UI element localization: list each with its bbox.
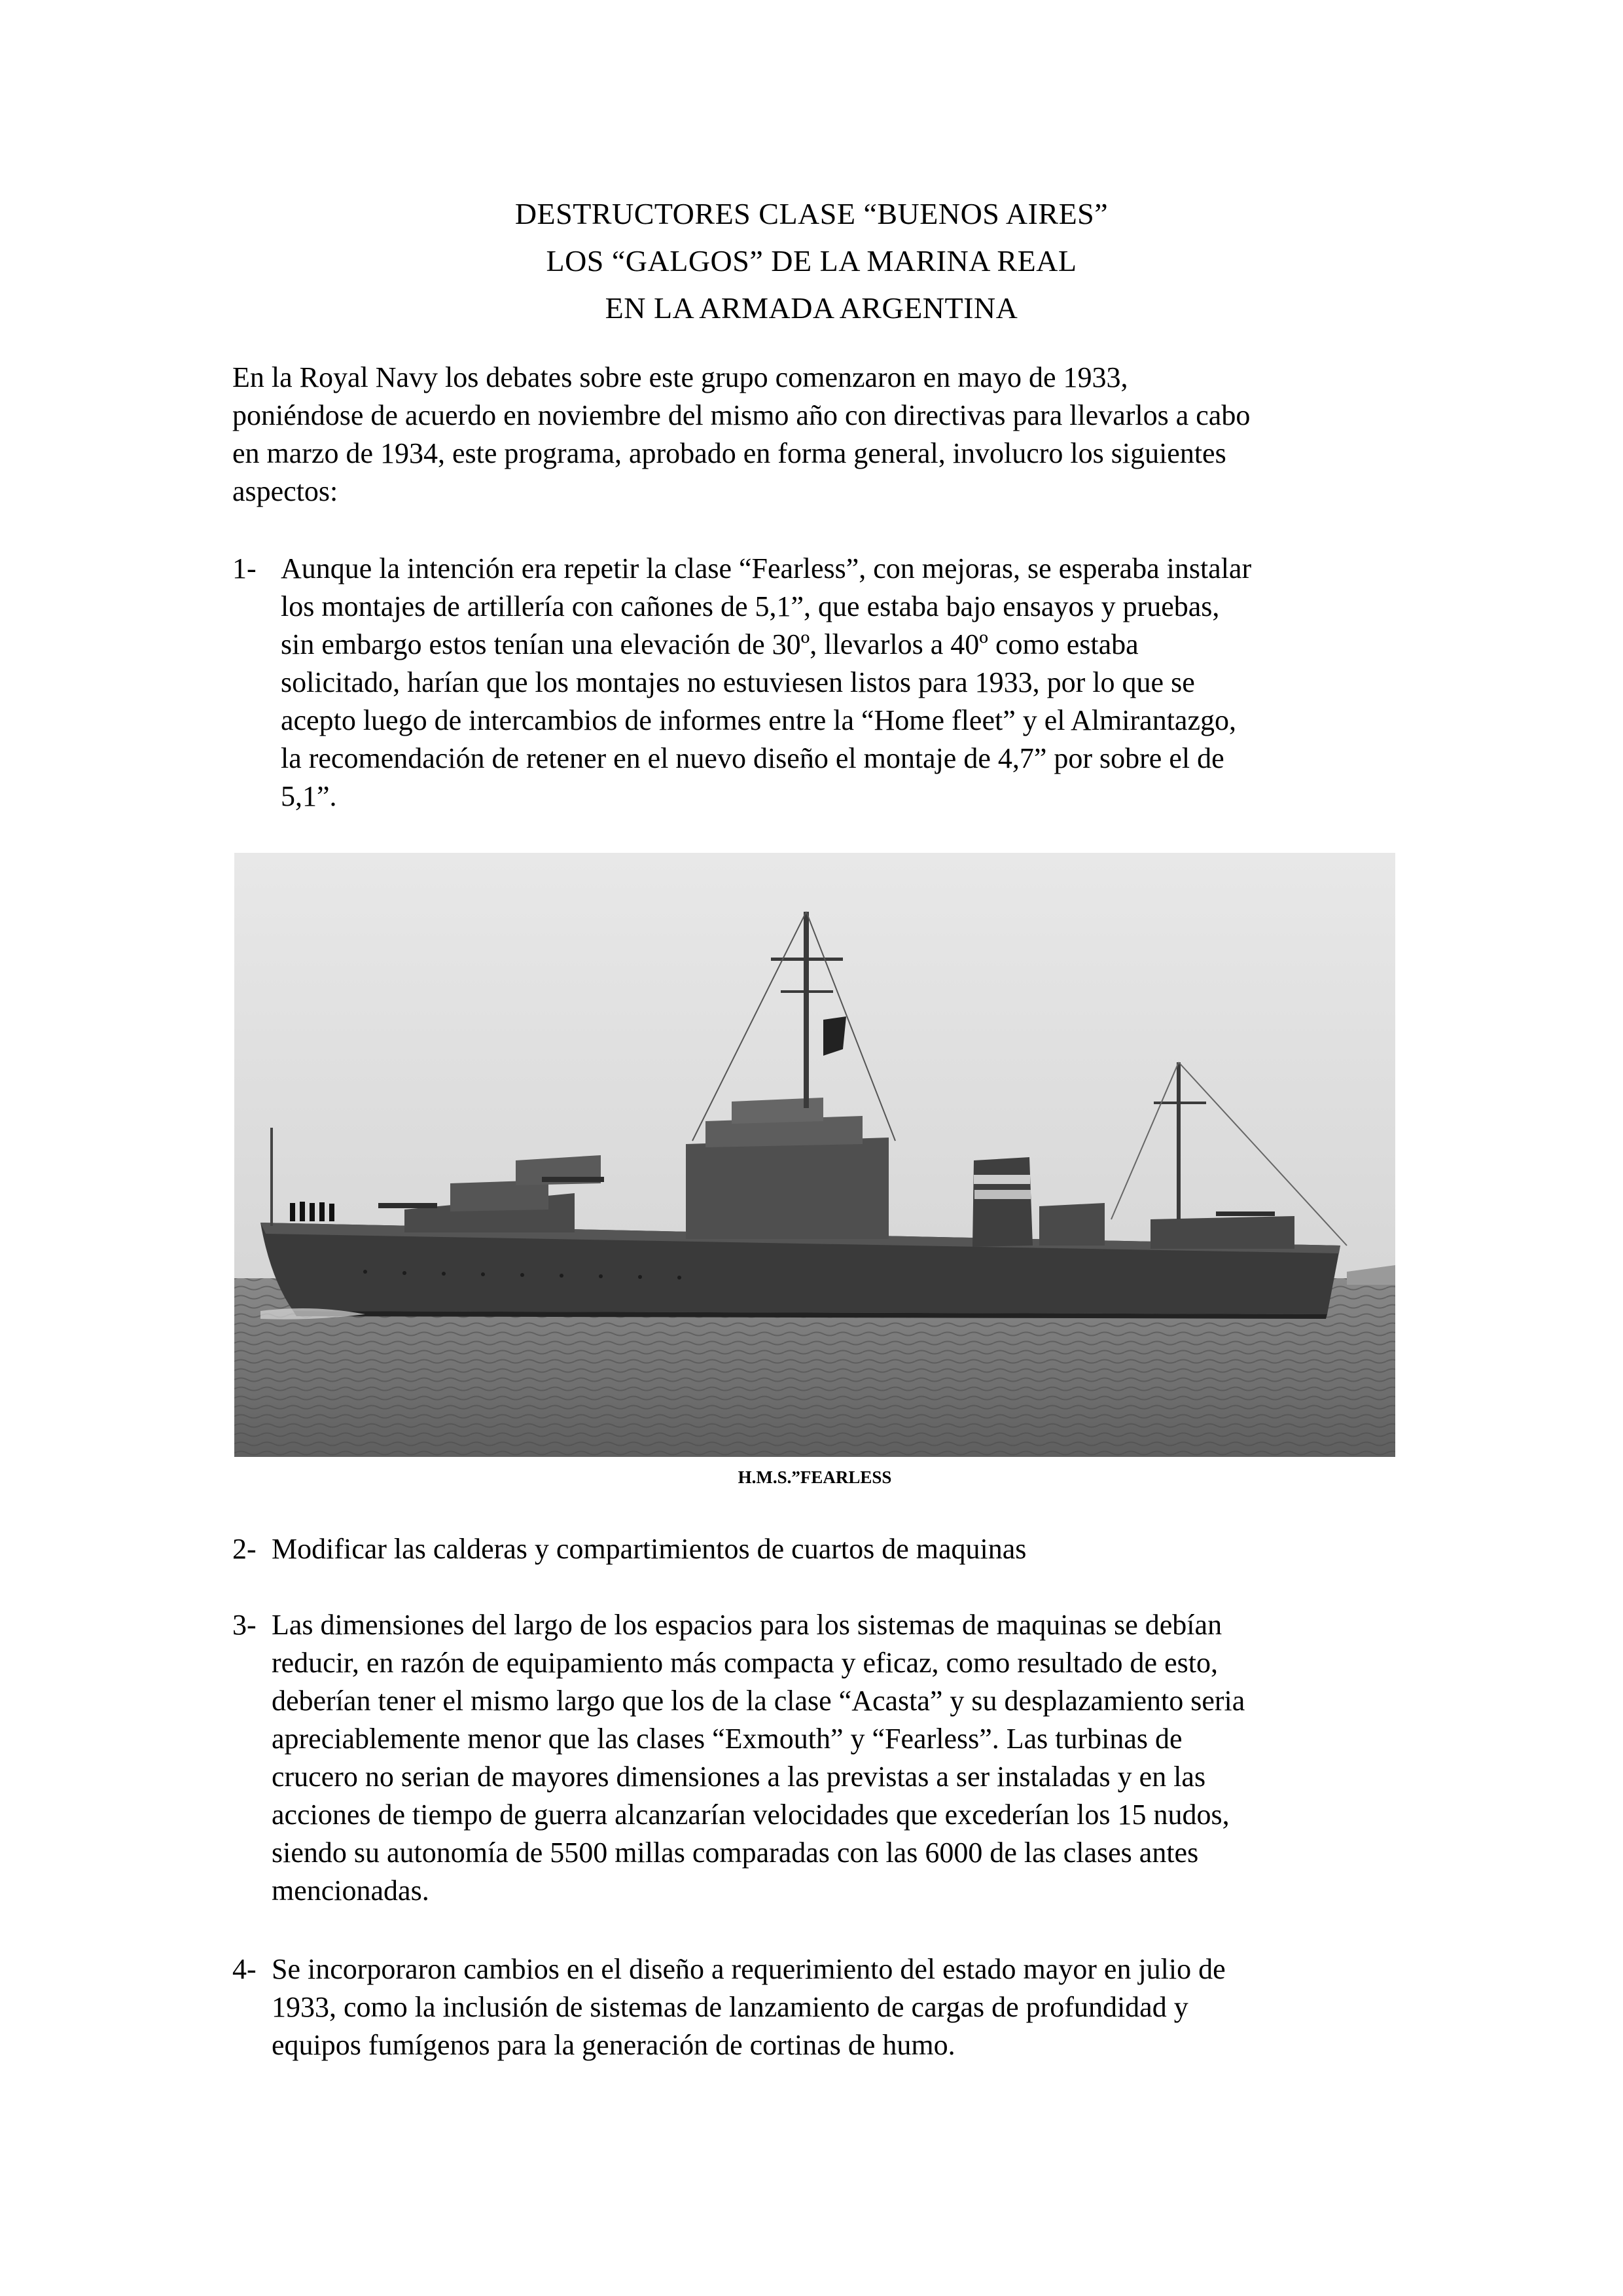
intro-line: aspectos: (232, 475, 338, 507)
intro-line: En la Royal Navy los debates sobre este grupo comenzaron en mayo de 1933, (232, 361, 1128, 393)
destroyer-ship-image (234, 853, 1395, 1457)
list-item-line: Las dimensiones del largo de los espacios para los sistemas de maquinas se debían (272, 1609, 1222, 1641)
list-item-text (281, 550, 1393, 816)
list-item-line: acepto luego de intercambios de informes entre la “Home fleet” y el Almirantazgo, (281, 704, 1236, 736)
list-item-line: acciones de tiempo de guerra alcanzarían velocidades que excederían los 15 nudos, (272, 1799, 1230, 1831)
list-item-number: 4- (232, 1953, 257, 1985)
list-item-text (272, 1530, 1384, 1568)
list-item-line: crucero no serian de mayores dimensiones a las previstas a ser instaladas y en las (272, 1761, 1206, 1793)
list-item-line: reducir, en razón de equipamiento más compacta y eficaz, como resultado de esto, (272, 1647, 1218, 1679)
list-item-number: 1- (232, 552, 257, 584)
list-item-text (272, 1950, 1384, 2064)
photo-caption: H.M.S.”FEARLESS (738, 1467, 892, 1487)
list-item-text (272, 1606, 1384, 1910)
title-line-2: LOS “GALGOS” DE LA MARINA REAL (546, 244, 1077, 278)
title-line-3: EN LA ARMADA ARGENTINA (605, 291, 1018, 325)
list-item-line: apreciablemente menor que las clases “Exmouth” y “Fearless”. Las turbinas de (272, 1723, 1183, 1755)
intro-line: en marzo de 1934, este programa, aprobado en forma general, involucro los siguientes (232, 437, 1226, 469)
list-item-line: siendo su autonomía de 5500 millas comparadas con las 6000 de las clases antes (272, 1837, 1199, 1869)
list-item-number: 2- (232, 1533, 257, 1565)
list-item-line: equipos fumígenos para la generación de cortinas de humo. (272, 2029, 955, 2061)
list-item-line: sin embargo estos tenían una elevación de 30º, llevarlos a 40º como estaba (281, 628, 1139, 660)
list-item-line: solicitado, harían que los montajes no estuviesen listos para 1933, por lo que se (281, 666, 1195, 698)
list-item-line: Modificar las calderas y compartimientos de cuartos de maquinas (272, 1533, 1027, 1565)
list-item-line: los montajes de artillería con cañones de 5,1”, que estaba bajo ensayos y pruebas, (281, 590, 1220, 622)
intro-line: poniéndose de acuerdo en noviembre del mismo año con directivas para llevarlos a cabo (232, 399, 1251, 431)
list-item-line: mencionadas. (272, 1874, 429, 1907)
intro-paragraph (232, 359, 1397, 511)
list-item-line: 1933, como la inclusión de sistemas de lanzamiento de cargas de profundidad y (272, 1991, 1188, 2023)
list-item-line: Aunque la intención era repetir la clase “Fearless”, con mejoras, se esperaba instalar (281, 552, 1252, 584)
list-item-line: Se incorporaron cambios en el diseño a requerimiento del estado mayor en julio de (272, 1953, 1226, 1985)
title-line-1: DESTRUCTORES CLASE “BUENOS AIRES” (514, 197, 1109, 230)
list-item-line: la recomendación de retener en el nuevo diseño el montaje de 4,7” por sobre el de (281, 742, 1224, 774)
list-item-line: 5,1”. (281, 780, 337, 812)
ship-photo (234, 853, 1395, 1457)
list-item-number: 3- (232, 1609, 257, 1641)
list-item-line: deberían tener el mismo largo que los de la clase “Acasta” y su desplazamiento seria (272, 1685, 1245, 1717)
